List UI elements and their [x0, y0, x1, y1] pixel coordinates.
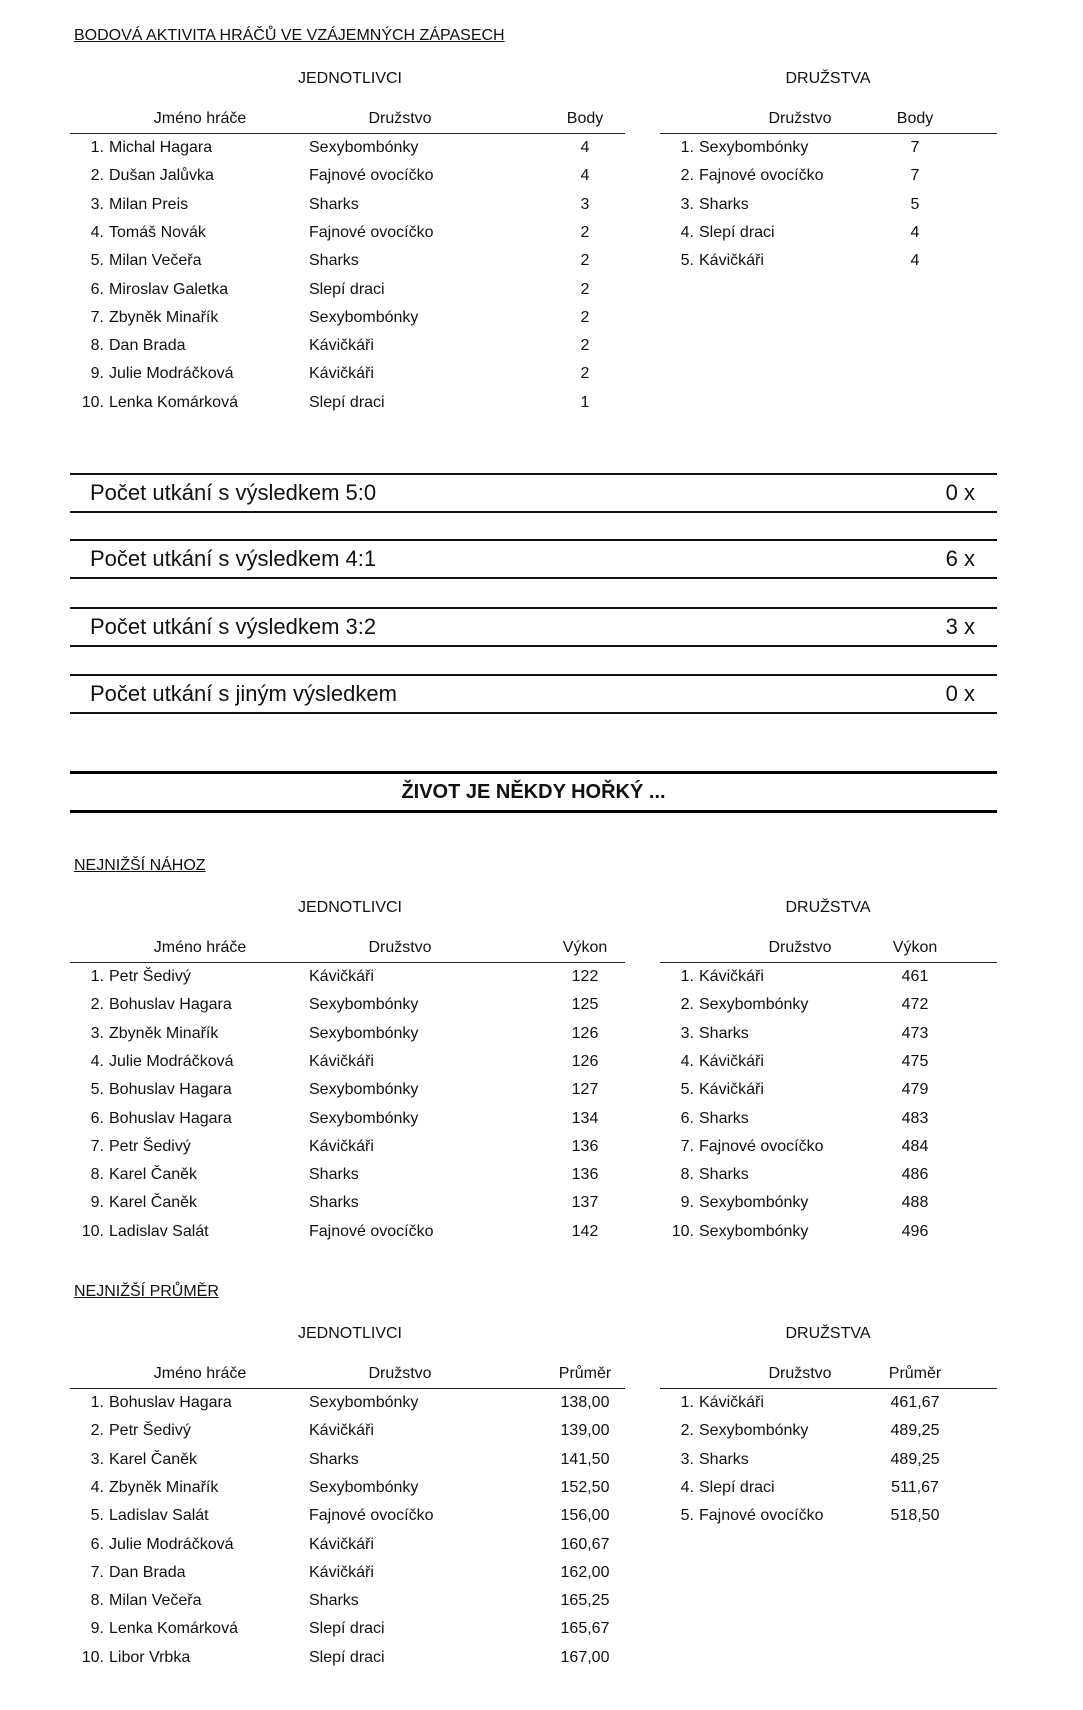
row-value: 2 — [580, 365, 590, 383]
player-name: Dušan Jalůvka — [109, 167, 214, 185]
table-row — [660, 963, 997, 991]
player-name: Ladislav Salát — [109, 1222, 209, 1240]
team-name: Kávičkáři — [699, 1052, 764, 1070]
row-rank: 9. — [90, 1194, 104, 1212]
column-header-value: Výkon — [562, 939, 608, 956]
team-name: Fajnové ovocíčko — [699, 1507, 824, 1525]
team-name: Sharks — [309, 195, 359, 213]
row-value: 137 — [571, 1194, 599, 1212]
row-value: 488 — [901, 1194, 929, 1212]
table-row — [660, 1474, 997, 1502]
player-name: Bohuslav Hagara — [109, 1081, 232, 1099]
player-name: Michal Hagara — [109, 139, 213, 156]
summary-row — [70, 473, 997, 513]
teams-title: DRUŽSTVA — [785, 899, 871, 916]
table-row — [660, 1048, 997, 1076]
column-header-value: Body — [896, 110, 934, 127]
table-row — [70, 1189, 625, 1217]
table-row — [70, 247, 625, 275]
row-rank: 5. — [90, 1507, 104, 1525]
row-value: 2 — [580, 337, 590, 355]
row-rank: 2. — [90, 996, 104, 1014]
row-value: 167,00 — [560, 1648, 610, 1666]
player-name: Tomáš Novák — [109, 223, 206, 241]
row-rank: 6. — [90, 1109, 104, 1127]
row-value: 479 — [901, 1081, 929, 1099]
section-title-points: BODOVÁ AKTIVITA HRÁČŮ VE VZÁJEMNÝCH ZÁPASECH — [74, 27, 505, 44]
player-name: Petr Šedivý — [109, 1422, 191, 1440]
row-value: 1 — [580, 393, 590, 411]
individuals-title: JEDNOTLIVCI — [297, 70, 402, 87]
table-row — [70, 360, 625, 388]
team-name: Slepí draci — [309, 393, 385, 411]
row-rank: 1. — [90, 1394, 104, 1411]
table-row — [70, 1502, 625, 1530]
table-row — [70, 1048, 625, 1076]
team-name: Sharks — [309, 1166, 359, 1184]
table-row — [70, 1389, 625, 1417]
row-value: 511,67 — [891, 1478, 939, 1496]
table-row — [70, 219, 625, 247]
table-row — [660, 134, 997, 162]
column-header-team: Družstvo — [368, 110, 432, 127]
row-rank: 2. — [90, 167, 104, 185]
row-value: 7 — [910, 139, 920, 156]
table-row — [70, 991, 625, 1019]
row-rank: 1. — [90, 139, 104, 156]
table-row — [70, 1417, 625, 1445]
row-value: 138,00 — [560, 1394, 610, 1411]
row-rank: 9. — [90, 1620, 104, 1638]
team-name: Kávičkáři — [309, 1052, 374, 1070]
row-rank: 6. — [90, 280, 104, 298]
teams-title: DRUŽSTVA — [785, 1325, 871, 1342]
table-row — [70, 963, 625, 991]
row-rank: 5. — [680, 1081, 694, 1099]
table-row — [70, 1587, 625, 1615]
team-name: Sharks — [699, 1450, 749, 1468]
table-row — [70, 276, 625, 304]
column-header-team: Družstvo — [768, 939, 832, 956]
table-row — [660, 1389, 997, 1417]
player-name: Ladislav Salát — [109, 1507, 209, 1525]
row-rank: 2. — [680, 996, 694, 1014]
table-row — [70, 1133, 625, 1161]
row-rank: 5. — [90, 1081, 104, 1099]
team-name: Sharks — [309, 1194, 359, 1212]
summary-count: 0 x — [945, 681, 975, 706]
team-name: Kávičkáři — [309, 365, 374, 383]
player-name: Dan Brada — [109, 1563, 186, 1581]
column-header-value: Výkon — [892, 939, 938, 956]
team-name: Kávičkáři — [699, 252, 764, 270]
player-name: Petr Šedivý — [109, 968, 191, 985]
row-rank: 8. — [680, 1166, 694, 1184]
row-rank: 7. — [90, 308, 104, 326]
row-rank: 7. — [90, 1563, 104, 1581]
row-value: 483 — [901, 1109, 929, 1127]
row-value: 126 — [571, 1024, 599, 1042]
table-row — [660, 1446, 997, 1474]
player-name: Karel Čaněk — [109, 1194, 198, 1212]
row-rank: 1. — [680, 968, 694, 985]
table-row — [70, 1474, 625, 1502]
table-row — [70, 134, 625, 162]
team-name: Sexybombónky — [309, 1478, 419, 1496]
table-row — [70, 1531, 625, 1559]
row-value: 2 — [580, 252, 590, 270]
row-value: 4 — [580, 139, 590, 156]
row-value: 3 — [580, 195, 590, 213]
column-header-name: Jméno hráče — [153, 1365, 247, 1382]
team-name: Kávičkáři — [699, 968, 764, 985]
table-row — [70, 1218, 625, 1246]
player-name: Lenka Komárková — [109, 1620, 238, 1638]
row-value: 162,00 — [560, 1563, 610, 1581]
row-rank: 1. — [680, 1394, 694, 1411]
column-header-name: Jméno hráče — [153, 939, 247, 956]
row-value: 484 — [901, 1137, 929, 1155]
row-value: 461 — [901, 968, 929, 985]
column-header-value: Průměr — [558, 1365, 612, 1382]
column-header-value: Průměr — [888, 1365, 942, 1382]
table-row — [660, 1133, 997, 1161]
row-value: 152,50 — [560, 1478, 610, 1496]
team-name: Slepí draci — [699, 1478, 775, 1496]
row-value: 486 — [901, 1166, 929, 1184]
team-name: Sharks — [309, 1592, 359, 1610]
team-name: Fajnové ovocíčko — [309, 167, 434, 185]
summary-count: 0 x — [945, 480, 975, 505]
row-value: 472 — [901, 996, 929, 1014]
row-rank: 3. — [680, 1024, 694, 1042]
player-name: Milan Preis — [109, 195, 189, 213]
column-header-team: Družstvo — [368, 1365, 432, 1382]
row-rank: 7. — [680, 1137, 694, 1155]
table-row — [660, 1020, 997, 1048]
team-name: Kávičkáři — [309, 1137, 374, 1155]
team-name: Slepí draci — [309, 1648, 385, 1666]
column-header-value: Body — [566, 110, 604, 127]
row-rank: 10. — [671, 1222, 694, 1240]
column-header-team: Družstvo — [768, 110, 832, 127]
team-name: Sharks — [699, 1024, 749, 1042]
team-name: Sexybombónky — [699, 139, 809, 156]
team-name: Slepí draci — [309, 280, 385, 298]
row-value: 141,50 — [560, 1450, 610, 1468]
team-name: Sharks — [309, 252, 359, 270]
row-rank: 5. — [680, 1507, 694, 1525]
row-rank: 10. — [81, 1222, 104, 1240]
row-rank: 3. — [90, 1024, 104, 1042]
row-rank: 1. — [680, 139, 694, 156]
table-row — [70, 162, 625, 190]
team-name: Sexybombónky — [309, 1394, 419, 1411]
player-name: Zbyněk Minařík — [109, 1024, 219, 1042]
summary-row — [70, 539, 997, 579]
table-row — [660, 991, 997, 1019]
table-row — [660, 1218, 997, 1246]
banner-heading: ŽIVOT JE NĚKDY HOŘKÝ ... — [70, 771, 997, 813]
team-name: Kávičkáři — [309, 1563, 374, 1581]
team-name: Sexybombónky — [309, 139, 419, 156]
row-rank: 2. — [680, 1422, 694, 1440]
team-name: Sexybombónky — [309, 996, 419, 1014]
row-rank: 4. — [90, 1478, 104, 1496]
row-rank: 5. — [90, 252, 104, 270]
table-row — [70, 389, 625, 417]
summary-label: Počet utkání s výsledkem 4:1 — [90, 546, 377, 571]
team-name: Sexybombónky — [699, 1194, 809, 1212]
table-row — [70, 1446, 625, 1474]
row-rank: 10. — [81, 1648, 104, 1666]
row-rank: 1. — [90, 968, 104, 985]
table-row — [660, 1076, 997, 1104]
column-header-name: Jméno hráče — [153, 110, 247, 127]
row-value: 165,67 — [560, 1620, 610, 1638]
row-value: 2 — [580, 280, 590, 298]
row-rank: 4. — [680, 1052, 694, 1070]
team-name: Sexybombónky — [309, 308, 419, 326]
row-rank: 6. — [90, 1535, 104, 1553]
row-value: 139,00 — [560, 1422, 610, 1440]
summary-count: 6 x — [945, 546, 975, 571]
table-row — [70, 1644, 625, 1672]
table-row — [70, 1020, 625, 1048]
player-name: Julie Modráčková — [109, 365, 234, 383]
player-name: Karel Čaněk — [109, 1450, 198, 1468]
player-name: Julie Modráčková — [109, 1535, 234, 1553]
row-rank: 4. — [90, 223, 104, 241]
summary-label: Počet utkání s výsledkem 3:2 — [90, 614, 377, 639]
team-name: Sexybombónky — [699, 1222, 809, 1240]
row-rank: 4. — [680, 1478, 694, 1496]
row-rank: 5. — [680, 252, 694, 270]
player-name: Milan Večeřa — [109, 252, 202, 270]
row-value: 489,25 — [890, 1450, 940, 1468]
row-rank: 8. — [90, 1592, 104, 1610]
row-value: 122 — [571, 968, 599, 985]
row-value: 160,67 — [560, 1535, 610, 1553]
table-row — [70, 1161, 625, 1189]
row-rank: 10. — [81, 393, 104, 411]
table-row — [660, 1502, 997, 1530]
player-name: Zbyněk Minařík — [109, 1478, 219, 1496]
row-rank: 3. — [90, 195, 104, 213]
table-row — [660, 247, 997, 275]
row-value: 475 — [901, 1052, 929, 1070]
row-value: 127 — [571, 1081, 599, 1099]
row-value: 2 — [580, 308, 590, 326]
table-row — [660, 1189, 997, 1217]
player-name: Milan Večeřa — [109, 1592, 202, 1610]
row-value: 518,50 — [890, 1507, 940, 1525]
individuals-title: JEDNOTLIVCI — [297, 1325, 402, 1342]
row-rank: 3. — [90, 1450, 104, 1468]
player-name: Bohuslav Hagara — [109, 1109, 232, 1127]
row-value: 126 — [571, 1052, 599, 1070]
team-name: Kávičkáři — [309, 337, 374, 355]
row-value: 2 — [580, 223, 590, 241]
section-title-lowest-average: NEJNIŽŠÍ PRŮMĚR — [74, 1283, 219, 1300]
row-rank: 8. — [90, 337, 104, 355]
row-value: 134 — [571, 1109, 599, 1127]
player-name: Libor Vrbka — [109, 1648, 191, 1666]
player-name: Miroslav Galetka — [109, 280, 229, 298]
row-value: 461,67 — [890, 1394, 940, 1411]
team-name: Fajnové ovocíčko — [309, 1222, 434, 1240]
row-value: 5 — [910, 195, 920, 213]
team-name: Sexybombónky — [309, 1024, 419, 1042]
table-row — [70, 1105, 625, 1133]
row-value: 136 — [571, 1166, 599, 1184]
team-name: Sharks — [699, 1166, 749, 1184]
row-value: 496 — [901, 1222, 929, 1240]
table-row — [660, 162, 997, 190]
team-name: Slepí draci — [309, 1620, 385, 1638]
row-rank: 2. — [90, 1422, 104, 1440]
row-rank: 7. — [90, 1137, 104, 1155]
row-rank: 2. — [680, 167, 694, 185]
individuals-title: JEDNOTLIVCI — [297, 899, 402, 916]
row-rank: 4. — [90, 1052, 104, 1070]
player-name: Lenka Komárková — [109, 393, 238, 411]
row-value: 4 — [910, 223, 920, 241]
row-value: 473 — [901, 1024, 929, 1042]
row-rank: 9. — [680, 1194, 694, 1212]
table-row — [660, 1161, 997, 1189]
team-name: Fajnové ovocíčko — [699, 167, 824, 185]
row-value: 489,25 — [890, 1422, 940, 1440]
team-name: Slepí draci — [699, 223, 775, 241]
table-row — [70, 1615, 625, 1643]
player-name: Julie Modráčková — [109, 1052, 234, 1070]
team-name: Fajnové ovocíčko — [699, 1137, 824, 1155]
player-name: Bohuslav Hagara — [109, 996, 232, 1014]
table-row — [70, 1076, 625, 1104]
player-name: Bohuslav Hagara — [109, 1394, 232, 1411]
row-value: 4 — [910, 252, 920, 270]
team-name: Fajnové ovocíčko — [309, 1507, 434, 1525]
team-name: Kávičkáři — [309, 1422, 374, 1440]
row-rank: 3. — [680, 1450, 694, 1468]
player-name: Karel Čaněk — [109, 1166, 198, 1184]
table-row — [70, 1559, 625, 1587]
table-row — [660, 1105, 997, 1133]
team-name: Sexybombónky — [699, 996, 809, 1014]
player-name: Dan Brada — [109, 337, 186, 355]
player-name: Zbyněk Minařík — [109, 308, 219, 326]
summary-label: Počet utkání s jiným výsledkem — [90, 681, 397, 706]
row-value: 7 — [910, 167, 920, 185]
player-name: Petr Šedivý — [109, 1137, 191, 1155]
table-row — [70, 304, 625, 332]
table-row — [660, 191, 997, 219]
summary-count: 3 x — [945, 614, 975, 639]
section-title-lowest-throw: NEJNIŽŠÍ NÁHOZ — [74, 857, 206, 874]
team-name: Kávičkáři — [309, 1535, 374, 1553]
team-name: Sharks — [699, 1109, 749, 1127]
summary-row — [70, 607, 997, 647]
summary-label: Počet utkání s výsledkem 5:0 — [90, 480, 377, 505]
table-row — [660, 219, 997, 247]
team-name: Kávičkáři — [699, 1081, 764, 1099]
row-rank: 4. — [680, 223, 694, 241]
team-name: Sexybombónky — [309, 1081, 419, 1099]
row-value: 136 — [571, 1137, 599, 1155]
team-name: Kávičkáři — [699, 1394, 764, 1411]
column-header-team: Družstvo — [368, 939, 432, 956]
row-value: 4 — [580, 167, 590, 185]
column-header-team: Družstvo — [768, 1365, 832, 1382]
team-name: Sexybombónky — [309, 1109, 419, 1127]
row-value: 156,00 — [560, 1507, 610, 1525]
table-row — [660, 1417, 997, 1445]
teams-title: DRUŽSTVA — [785, 70, 871, 87]
row-rank: 9. — [90, 365, 104, 383]
row-value: 165,25 — [560, 1592, 610, 1610]
row-rank: 3. — [680, 195, 694, 213]
team-name: Sexybombónky — [699, 1422, 809, 1440]
row-rank: 8. — [90, 1166, 104, 1184]
team-name: Kávičkáři — [309, 968, 374, 985]
team-name: Sharks — [699, 195, 749, 213]
row-value: 142 — [571, 1222, 599, 1240]
team-name: Sharks — [309, 1450, 359, 1468]
team-name: Fajnové ovocíčko — [309, 223, 434, 241]
row-rank: 6. — [680, 1109, 694, 1127]
table-row — [70, 332, 625, 360]
row-value: 125 — [571, 996, 599, 1014]
table-row — [70, 191, 625, 219]
summary-row — [70, 674, 997, 714]
